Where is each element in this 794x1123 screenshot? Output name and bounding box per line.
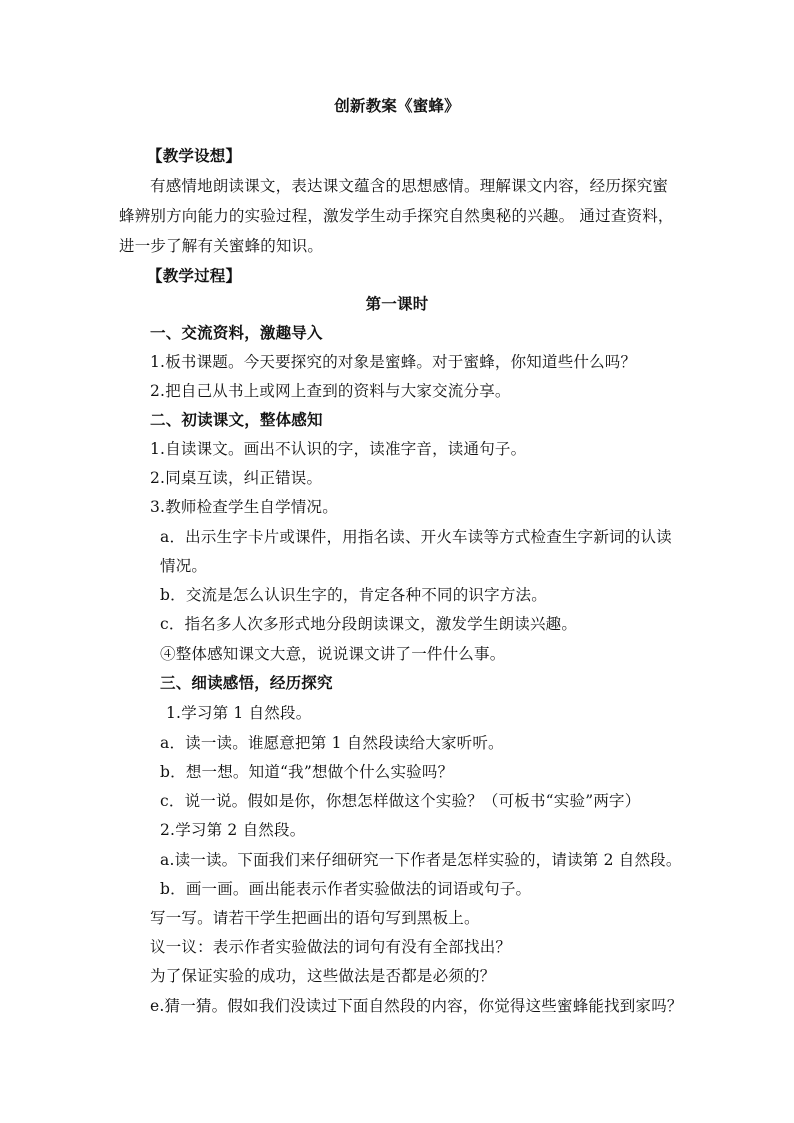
section-heading-idea: 【教学设想】 xyxy=(147,146,242,165)
part2-item-3: 3.教师检查学生自学情况。 xyxy=(150,498,338,516)
idea-paragraph-line-2: 蜂辨别方向能力的实验过程，激发学生动手探究自然奥秘的兴趣。 通过查资料， xyxy=(119,207,674,225)
part2-item-a: a．出示生字卡片或课件，用指名读、开火车读等方式检查生字新词的认读 xyxy=(160,528,672,546)
part2-item-1: 1.自读课文。画出不认识的字，读准字音，读通句子。 xyxy=(150,440,527,458)
part3-item-b: b．想一想。知道“我”想做个什么实验吗？ xyxy=(160,763,454,781)
part3-item-e: e.猜一猜。假如我们没读过下面自然段的内容，你觉得这些蜜蜂能找到家吗？ xyxy=(150,997,683,1015)
part2-item-c: c．指名多人次多形式地分段朗读课文，激发学生朗读兴趣。 xyxy=(160,615,578,633)
lesson-title: 第一课时 xyxy=(365,294,429,313)
part1-item-1: 1.板书课题。今天要探究的对象是蜜蜂。对于蜜蜂，你知道些什么吗？ xyxy=(150,353,637,371)
part2-heading: 二、初读课文，整体感知 xyxy=(150,410,323,429)
part3-item-write: 写一写。请若干学生把画出的语句写到黑板上。 xyxy=(150,909,480,927)
part2-item-d: ④整体感知课文大意，说说课文讲了一件什么事。 xyxy=(160,645,506,663)
part1-heading: 一、交流资料，激趣导入 xyxy=(150,323,323,342)
part3-heading: 三、细读感悟，经历探究 xyxy=(160,673,333,692)
section-heading-process: 【教学过程】 xyxy=(147,266,242,285)
part2-item-2: 2.同桌互读，纠正错误。 xyxy=(150,469,323,487)
part3-item-a: a．读一读。谁愿意把第 1 自然段读给大家听听。 xyxy=(160,734,504,752)
part3-item-c: c．说一说。假如是你，你想怎样做这个实验？（可板书“实验”两字） xyxy=(160,792,641,810)
part2-item-b: b．交流是怎么认识生字的，肯定各种不同的识字方法。 xyxy=(160,586,547,604)
part3-item-2: 2.学习第 2 自然段。 xyxy=(160,821,306,839)
part3-item-2a: a.读一读。下面我们来仔细研究一下作者是怎样实验的，请读第 2 自然段。 xyxy=(160,851,682,869)
part2-item-a-continued: 情况。 xyxy=(160,557,208,575)
part3-item-necessary: 为了保证实验的成功，这些做法是否都是必须的？ xyxy=(150,967,496,985)
part3-item-discuss: 议一议：表示作者实验做法的词句有没有全部找出？ xyxy=(150,938,512,956)
part3-item-1: 1.学习第 1 自然段。 xyxy=(166,704,312,722)
part1-item-2: 2.把自己从书上或网上查到的资料与大家交流分享。 xyxy=(150,382,511,400)
document-title: 创新教案《蜜蜂》 xyxy=(334,96,460,115)
idea-paragraph-line-3: 进一步了解有关蜜蜂的知识。 xyxy=(119,237,324,255)
idea-paragraph-line-1: 有感情地朗读课文，表达课文蕴含的思想感情。理解课文内容，经历探究蜜 xyxy=(150,177,669,195)
part3-item-2b: b．画一画。画出能表示作者实验做法的词语或句子。 xyxy=(160,880,532,898)
